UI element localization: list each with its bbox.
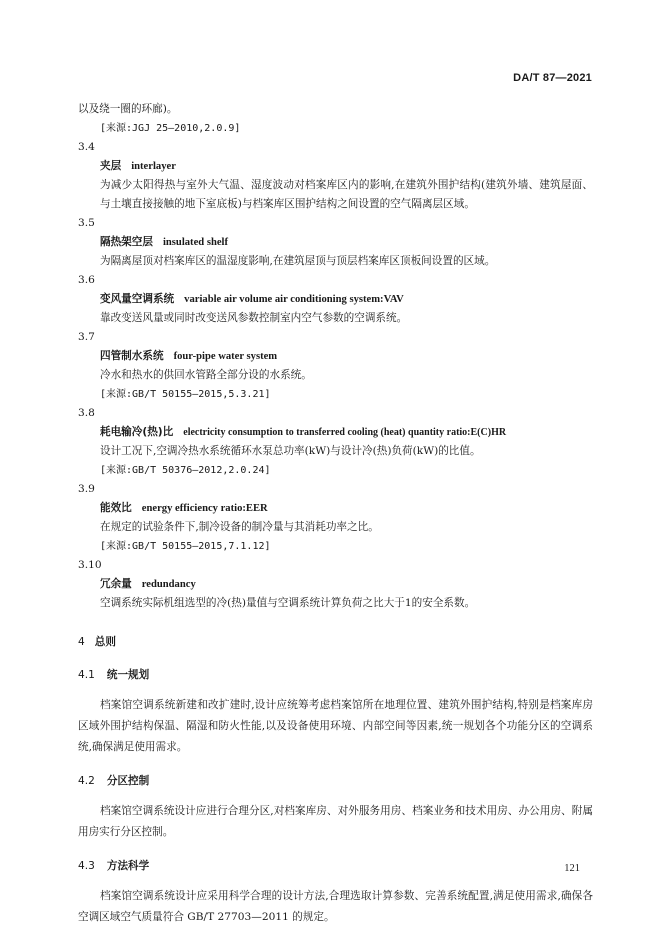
- term-number: 3.4: [78, 141, 95, 153]
- section-title: 统一规划: [106, 669, 150, 681]
- term-entry: [78, 480, 593, 556]
- chapter-number: 4: [78, 636, 85, 648]
- term-definition: 冷水和热水的供回水管路全部分设的水系统。: [100, 369, 312, 381]
- term-zh: 夹层: [100, 160, 122, 172]
- term-number: 3.9: [78, 483, 95, 495]
- chapter-heading: [78, 633, 593, 652]
- page-number: 121: [564, 863, 580, 874]
- term-entry: [78, 328, 593, 404]
- term-definition: 为减少太阳得热与室外大气温、湿度波动对档案库区内的影响,在建筑外围护结构(建筑外墙、建筑屋面、与土壤直接接触的地下室底板)与档案库区围护结构之间设置的空气隔离层区域。: [100, 179, 593, 210]
- term-heading: [78, 423, 593, 442]
- section-number: 4.3: [78, 860, 95, 872]
- term-heading: [78, 290, 593, 309]
- term-number: 3.5: [78, 217, 95, 229]
- continued-text: 以及绕一圈的环廊)。: [78, 103, 178, 115]
- chapter-title: 总则: [94, 636, 116, 648]
- section-heading: [78, 772, 593, 791]
- source-citation: [来源:GB/T 50155—2015,7.1.12]: [100, 541, 271, 552]
- term-zh: 四管制水系统: [100, 350, 164, 362]
- term-en: interlayer: [131, 161, 176, 172]
- term-heading: [78, 233, 593, 252]
- term-definition: 在规定的试验条件下,制冷设备的制冷量与其消耗功率之比。: [100, 521, 379, 533]
- term-zh: 变风量空调系统: [100, 293, 175, 305]
- term-entry: [78, 138, 593, 214]
- term-zh: 能效比: [100, 502, 132, 514]
- source-citation: [来源:JGJ 25—2010,2.0.9]: [100, 123, 241, 134]
- term-entry: [78, 404, 593, 480]
- section-body: 档案馆空调系统设计应采用科学合理的设计方法,合理选取计算参数、完善系统配置,满足使用需求,确保各空调区域空气质量符合 GB/T 27703—2011 的规定。: [78, 890, 593, 923]
- term-heading: [78, 499, 593, 518]
- term-entry: [78, 214, 593, 271]
- term-definition: 设计工况下,空调冷热水系统循环水泵总功率(kW)与设计冷(热)负荷(kW)的比值。: [100, 445, 481, 457]
- section-title: 分区控制: [106, 775, 150, 787]
- section-heading: [78, 857, 593, 876]
- term-number: 3.10: [78, 559, 102, 571]
- source-citation: [来源:GB/T 50376—2012,2.0.24]: [100, 465, 271, 476]
- term-zh: 冗余量: [100, 578, 132, 590]
- term-en: four-pipe water system: [173, 351, 278, 362]
- term-number: 3.6: [78, 274, 95, 286]
- term-heading: [78, 347, 593, 366]
- section-body: 档案馆空调系统新建和改扩建时,设计应统筹考虑档案馆所在地理位置、建筑外围护结构,特别是档案库房区域外围护结构保温、隔湿和防火性能,以及设备使用环境、内部空间等因素,统一规划各个功能分区的空调系统,确保满足使用需求。: [78, 699, 593, 753]
- section-body: 档案馆空调系统设计应进行合理分区,对档案库房、对外服务用房、档案业务和技术用房、办公用房、附属用房实行分区控制。: [78, 805, 593, 838]
- term-heading: [78, 575, 593, 594]
- term-number: 3.7: [78, 331, 95, 343]
- term-en: variable air volume air conditioning system:VAV: [184, 294, 404, 305]
- term-entry: [78, 556, 593, 613]
- term-number: 3.8: [78, 407, 95, 419]
- source-citation: [来源:GB/T 50155—2015,5.3.21]: [100, 389, 271, 400]
- section-number: 4.1: [78, 669, 95, 681]
- term-entry: [78, 271, 593, 328]
- section-number: 4.2: [78, 775, 95, 787]
- page-content: [78, 100, 593, 928]
- term-en: insulated shelf: [162, 237, 229, 248]
- section-title: 方法科学: [106, 860, 150, 872]
- term-zh: 耗电输冷(热)比: [100, 426, 174, 438]
- section-heading: [78, 666, 593, 685]
- term-zh: 隔热架空层: [100, 236, 153, 248]
- term-definition: 为隔离屋顶对档案库区的温湿度影响,在建筑屋顶与顶层档案库区顶板间设置的区域。: [100, 255, 496, 267]
- term-en: electricity consumption to transferred cooling (heat) quantity ratio:E(C)HR: [183, 427, 507, 438]
- term-definition: 靠改变送风量或同时改变送风参数控制室内空气参数的空调系统。: [100, 312, 408, 324]
- term-heading: [78, 157, 593, 176]
- term-definition: 空调系统实际机组选型的冷(热)量值与空调系统计算负荷之比大于1的安全系数。: [100, 597, 476, 609]
- term-en: energy efficiency ratio:EER: [141, 503, 268, 514]
- term-en: redundancy: [141, 579, 196, 590]
- document-code: DA/T 87—2021: [513, 72, 592, 84]
